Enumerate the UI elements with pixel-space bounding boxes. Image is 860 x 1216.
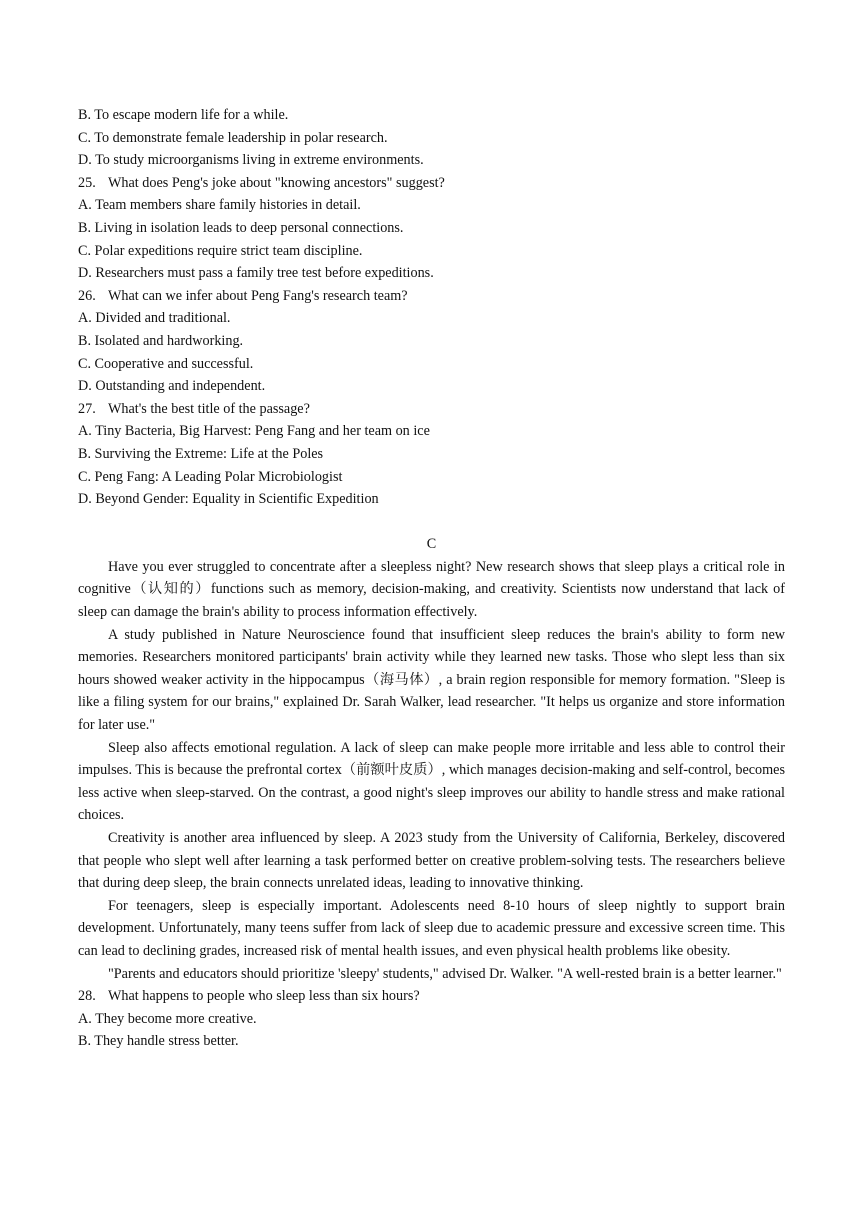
passage-paragraph-4: Creativity is another area influenced by sleep. A 2023 study from the University of California, Berkeley, discovered that people who slept well after learning a task performed better on creative problem-solving tests. The researchers believe that during deep sleep, the brain connects unrelated ideas, leading to innovative thinking. (78, 830, 785, 892)
question-27 (78, 398, 785, 421)
passage-paragraph-2: A study published in Nature Neuroscience found that insufficient sleep reduces the brain's ability to form new memories. Researchers monitored participants' brain activity while they learned new tasks. Those who slept less than six hours showed weaker activity in the hippocampus（海马体）, a brain region responsible for memory formation. "Sleep is like a filing system for our brains," explained Dr. Sarah Walker, lead researcher. "It helps us organize and store information for later use." (78, 626, 785, 734)
question-text: What's the best title of the passage? (108, 400, 310, 417)
option-27d: D. Beyond Gender: Equality in Scientific Expedition (78, 491, 379, 508)
passage-paragraph-5: For teenagers, sleep is especially important. Adolescents need 8-10 hours of sleep nightly to support brain development. Unfortunately, many teens suffer from lack of sleep due to academic pressure and excessive screen time. This can lead to declining grades, increased risk of mental health issues, and even physical health problems like obesity. (78, 897, 785, 959)
question-text: What happens to people who sleep less than six hours? (108, 988, 420, 1005)
document-page (78, 104, 785, 1053)
option-25d: D. Researchers must pass a family tree test before expeditions. (78, 265, 434, 282)
option-24d: D. To study microorganisms living in extreme environments. (78, 152, 424, 169)
question-25 (78, 172, 785, 195)
question-text: What can we infer about Peng Fang's research team? (108, 287, 408, 304)
question-number: 27. (78, 400, 96, 417)
question-text: What does Peng's joke about "knowing ancestors" suggest? (108, 174, 445, 191)
option-26a: A. Divided and traditional. (78, 310, 231, 327)
option-25a: A. Team members share family histories in detail. (78, 197, 361, 214)
question-number: 26. (78, 287, 96, 304)
passage-paragraph-1: Have you ever struggled to concentrate after a sleepless night? New research shows that sleep plays a critical role in cognitive（认知的）functions such as memory, decision-making, and creativity. Scientists now understand that lack of sleep can damage the brain's ability to process information effectively. (78, 558, 785, 621)
option-27a: A. Tiny Bacteria, Big Harvest: Peng Fang and her team on ice (78, 423, 430, 440)
question-28 (78, 985, 785, 1008)
option-26d: D. Outstanding and independent. (78, 378, 266, 395)
passage-paragraph-3: Sleep also affects emotional regulation. A lack of sleep can make people more irritable and less able to control their impulses. This is because the prefrontal cortex（前额叶皮质）, which manages decision-making and self-control, becomes less active when sleep-starved. On the contrast, a good night's sleep improves our ability to handle stress and make rational choices. (78, 739, 785, 824)
section-c-title: C (426, 536, 437, 553)
option-27b: B. Surviving the Extreme: Life at the Poles (78, 445, 324, 462)
option-28b: B. They handle stress better. (78, 1033, 239, 1050)
option-25b: B. Living in isolation leads to deep personal connections. (78, 219, 404, 236)
option-24c: C. To demonstrate female leadership in polar research. (78, 129, 388, 146)
option-26b: B. Isolated and hardworking. (78, 332, 244, 349)
option-25c: C. Polar expeditions require strict team discipline. (78, 242, 363, 259)
option-26c: C. Cooperative and successful. (78, 355, 254, 372)
option-28a: A. They become more creative. (78, 1010, 257, 1027)
option-27c: C. Peng Fang: A Leading Polar Microbiologist (78, 468, 343, 485)
option-24b: B. To escape modern life for a while. (78, 107, 289, 123)
question-26 (78, 285, 785, 308)
passage-paragraph-6: "Parents and educators should prioritize 'sleepy' students," advised Dr. Walker. "A well-rested brain is a better learner." (108, 965, 782, 982)
question-number: 28. (78, 988, 96, 1005)
question-number: 25. (78, 174, 96, 191)
